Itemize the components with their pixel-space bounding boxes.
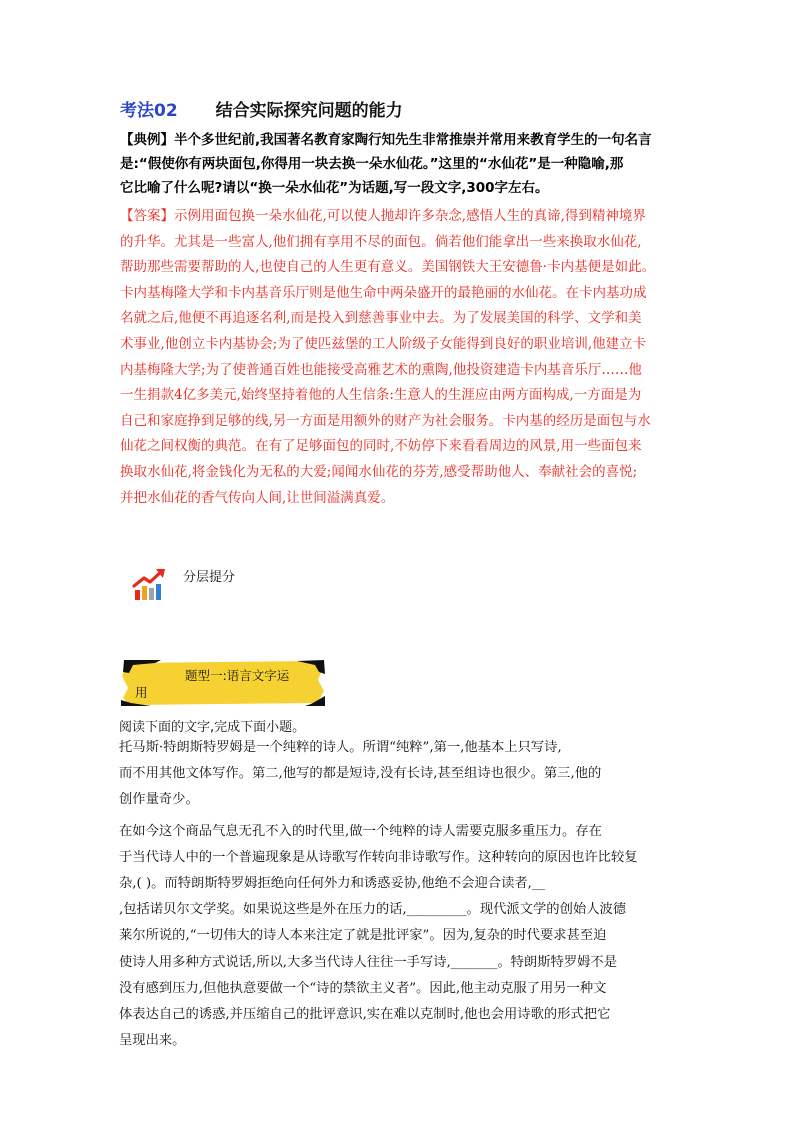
- answer-line: 并把水仙花的香气传向人间,让世间溢满真爱。: [120, 489, 395, 506]
- passage-line: 于当代诗人中的一个普遍现象是从诗歌写作转向非诗歌写作。这种转向的原因也许比较复: [119, 849, 638, 865]
- answer-line: 仙花之间权衡的典范。在有了足够面包的同时,不妨停下来看看周边的风景,用一些面包来: [120, 438, 642, 455]
- passage-line: 呈现出来。: [119, 1033, 186, 1049]
- section-heading: [120, 96, 403, 121]
- answer-line: 内基梅隆大学;为了使普通百姓也能接受高雅艺术的熏陶,他投资建造卡内基音乐厅……他: [120, 361, 642, 378]
- passage-line: 创作量奇少。: [119, 792, 199, 808]
- example-question: [120, 128, 692, 200]
- banner-label-continued: 用: [135, 685, 148, 700]
- passage-line: 托马斯·特朗斯特罗姆是一个纯粹的诗人。所谓“纯粹”,第一,他基本上只写诗,: [119, 740, 562, 755]
- example-line: 【典例】半个多世纪前,我国著名教育家陶行知先生非常推崇并常用来教育学生的一句名言: [120, 132, 652, 148]
- example-line: 是:“假使你有两块面包,你得用一块去换一朵水仙花。”这里的“水仙花”是一种隐喻,那: [120, 156, 624, 172]
- answer-line: 【答案】示例用面包换一朵水仙花,可以使人抛却许多杂念,感悟人生的真谛,得到精神境界: [120, 208, 646, 224]
- answer-line: 一生捐款4亿多美元,始终坚持着他的人生信条:生意人的生涯应由两方面构成,一方面是为: [120, 387, 642, 404]
- answer-line: 卡内基梅隆大学和卡内基音乐厅则是他生命中两朵盛开的最艳丽的水仙花。在卡内基功成: [120, 284, 647, 301]
- answer-line: 换取水仙花,将金钱化为无私的大爱;闻闻水仙花的芬芳,感受帮助他人、奉献社会的喜悦;: [120, 463, 638, 480]
- reading-passage: [119, 735, 695, 1054]
- answer-line: 术事业,他创立卡内基协会;为了使匹兹堡的工人阶级子女能得到良好的职业培训,他建立卡: [120, 335, 647, 352]
- banner-label: 题型一:语言文字运: [185, 668, 290, 683]
- section-title: 分层提分: [183, 570, 236, 585]
- passage-line: 而不用其他文体写作。第二,他写的都是短诗,没有长诗,甚至组诗也很少。第三,他的: [119, 766, 602, 782]
- passage-line: 莱尔所说的,“一切伟大的诗人本来注定了就是批评家”。因为,复杂的时代要求甚至迫: [119, 928, 607, 944]
- passage-line: 在如今这个商品气息无孔不入的时代里,做一个纯粹的诗人需要克服多重压力。存在: [119, 823, 602, 839]
- growth-chart-icon: [132, 566, 168, 602]
- passage-line: 没有感到压力,但他执意要做一个“诗的禁欲主义者”。因此,他主动克服了用另一种文: [119, 980, 607, 996]
- reading-instruction: 阅读下面的文字,完成下面小题。: [119, 720, 306, 735]
- passage-line: 杂,( )。而特朗斯特罗姆拒绝向任何外力和诱惑妥协,他绝不会迎合读者,__: [119, 876, 546, 892]
- answer-line: 名就之后,他便不再追逐名利,而是投入到慈善事业中去。为了发展美国的科学、文学和美: [120, 310, 642, 327]
- passage-line: 体表达自己的诱惑,并压缩自己的批评意识,实在难以克制时,他也会用诗歌的形式把它: [119, 1007, 611, 1023]
- heading-number: 考法02: [120, 101, 178, 121]
- example-line: 它比喻了什么呢?请以“换一朵水仙花”为话题,写一段文字,300字左右。: [120, 180, 549, 196]
- answer-line: 的升华。尤其是一些富人,他们拥有享用不尽的面包。倘若他们能拿出一些来换取水仙花,: [120, 233, 642, 250]
- passage-line: 使诗人用多种方式说话,所以,大多当代诗人往往一手写诗,_______。特朗斯特罗姆不是: [119, 954, 618, 970]
- passage-line: ,包括诺贝尔文学奖。如果说这些是外在压力的话,_________。现代派文学的创始人波德: [119, 902, 627, 918]
- heading-title: 结合实际探究问题的能力: [215, 101, 403, 121]
- answer-line: 自己和家庭挣到足够的线,另一方面是用额外的财产为社会服务。卡内基的经历是面包与水: [120, 412, 651, 429]
- answer-block: [120, 204, 692, 511]
- answer-line: 帮助那些需要帮助的人,也使自己的人生更有意义。美国钢铁大王安德鲁·卡内基便是如此。: [120, 259, 656, 276]
